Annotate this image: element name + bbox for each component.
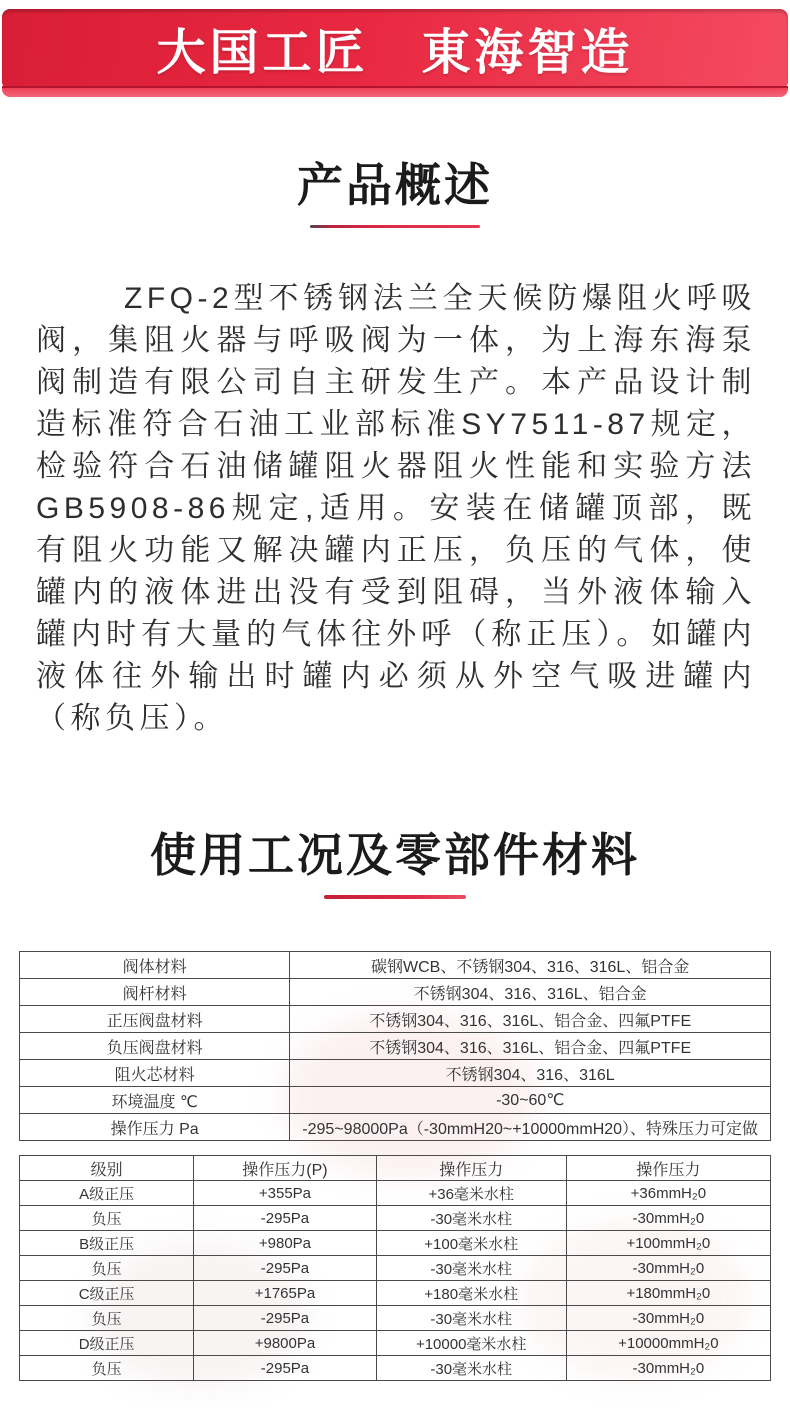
grade-cell: D级正压	[20, 1331, 194, 1356]
pressure-pa-cell: -295Pa	[194, 1306, 376, 1331]
banner	[2, 9, 788, 88]
grade-cell: 负压	[20, 1206, 194, 1231]
grade-cell: 负压	[20, 1356, 194, 1381]
materials-section-title: 使用工况及零部件材料	[150, 829, 640, 881]
pressure-pa-cell: +1765Pa	[194, 1281, 376, 1306]
column-header: 操作压力	[566, 1156, 770, 1181]
grade-cell: 负压	[20, 1306, 194, 1331]
pressure-mm-cell: +180毫米水柱	[376, 1281, 566, 1306]
material-label: 阀杆材料	[20, 979, 290, 1006]
material-label: 正压阀盘材料	[20, 1006, 290, 1033]
pressure-mm-cell: -30毫米水柱	[376, 1206, 566, 1231]
pressure-mm-cell: +100毫米水柱	[376, 1231, 566, 1256]
material-label: 阻火芯材料	[20, 1060, 290, 1087]
pressure-mmh2o-cell: -30mmH₂0	[566, 1206, 770, 1231]
pressure-pa-cell: -295Pa	[194, 1206, 376, 1231]
pressure-mm-cell: +10000毫米水柱	[376, 1331, 566, 1356]
grade-cell: 负压	[20, 1256, 194, 1281]
pressure-mm-cell: -30毫米水柱	[376, 1256, 566, 1281]
material-value: 不锈钢304、316、316L、铝合金、四氟PTFE	[290, 1006, 771, 1033]
material-label: 负压阀盘材料	[20, 1033, 290, 1060]
product-description: ZFQ-2型不锈钢法兰全天候防爆阻火呼吸阀，集阻火器与呼吸阀为一体，为上海东海泵阀制造有限公司自主研发生产。本产品设计制造标准符合石油工业部标准SY7511-87规定，检验符合石油储罐阻火器阻火性能和实验方法GB5908-86规定,适用。安装在储罐顶部，既有阻火功能又解决罐内正压，负压的气体，使罐内的液体进出没有受到阻碍，当外液体输入罐内时有大量的气体往外呼（称正压）。如罐内液体往外输出时罐内必须从外空气吸进罐内（称负压）。	[36, 282, 756, 735]
material-value: 不锈钢304、316、316L、铝合金	[290, 979, 771, 1006]
pressure-mmh2o-cell: +10000mmH₂0	[566, 1331, 770, 1356]
material-label: 环境温度 ℃	[20, 1087, 290, 1114]
material-value: 碳钢WCB、不锈钢304、316、316L、铝合金	[290, 952, 771, 979]
pressure-mm-cell: -30毫米水柱	[376, 1306, 566, 1331]
column-header: 级别	[20, 1156, 194, 1181]
pressure-grade-table	[19, 1155, 771, 1381]
pressure-pa-cell: -295Pa	[194, 1356, 376, 1381]
grade-cell: C级正压	[20, 1281, 194, 1306]
table-row	[20, 1033, 771, 1060]
pressure-pa-cell: +355Pa	[194, 1181, 376, 1206]
table-row	[20, 1331, 771, 1356]
material-value: 不锈钢304、316、316L	[290, 1060, 771, 1087]
column-header: 操作压力(P)	[194, 1156, 376, 1181]
table-row	[20, 979, 771, 1006]
pressure-mmh2o-cell: -30mmH₂0	[566, 1356, 770, 1381]
banner-title: 大国工匠 東海智造	[156, 25, 634, 80]
table-row	[20, 952, 771, 979]
material-value: -30~60℃	[290, 1087, 771, 1114]
column-header: 操作压力	[376, 1156, 566, 1181]
materials-table	[19, 951, 771, 1141]
table-row	[20, 1060, 771, 1087]
material-value: -295~98000Pa（-30mmH20~+10000mmH20）、特殊压力可定做	[290, 1114, 771, 1141]
table-row	[20, 1181, 771, 1206]
pressure-mmh2o-cell: -30mmH₂0	[566, 1306, 770, 1331]
pressure-pa-cell: +9800Pa	[194, 1331, 376, 1356]
overview-title-underline	[310, 225, 480, 228]
table-row	[20, 1356, 771, 1381]
overview-section-title: 产品概述	[297, 159, 493, 211]
table-row	[20, 1281, 771, 1306]
table-row	[20, 1114, 771, 1141]
pressure-mmh2o-cell: -30mmH₂0	[566, 1256, 770, 1281]
materials-title-underline	[324, 895, 466, 899]
material-label: 操作压力 Pa	[20, 1114, 290, 1141]
table-row	[20, 1306, 771, 1331]
pressure-mmh2o-cell: +36mmH₂0	[566, 1181, 770, 1206]
pressure-mm-cell: +36毫米水柱	[376, 1181, 566, 1206]
pressure-pa-cell: +980Pa	[194, 1231, 376, 1256]
grade-cell: B级正压	[20, 1231, 194, 1256]
pressure-mmh2o-cell: +100mmH₂0	[566, 1231, 770, 1256]
pressure-mmh2o-cell: +180mmH₂0	[566, 1281, 770, 1306]
table-row	[20, 1087, 771, 1114]
table-row	[20, 1231, 771, 1256]
table-row	[20, 1006, 771, 1033]
grade-cell: A级正压	[20, 1181, 194, 1206]
material-value: 不锈钢304、316、316L、铝合金、四氟PTFE	[290, 1033, 771, 1060]
material-label: 阀体材料	[20, 952, 290, 979]
table-row	[20, 1256, 771, 1281]
pressure-mm-cell: -30毫米水柱	[376, 1356, 566, 1381]
table-header-row	[20, 1156, 771, 1181]
pressure-pa-cell: -295Pa	[194, 1256, 376, 1281]
table-row	[20, 1206, 771, 1231]
